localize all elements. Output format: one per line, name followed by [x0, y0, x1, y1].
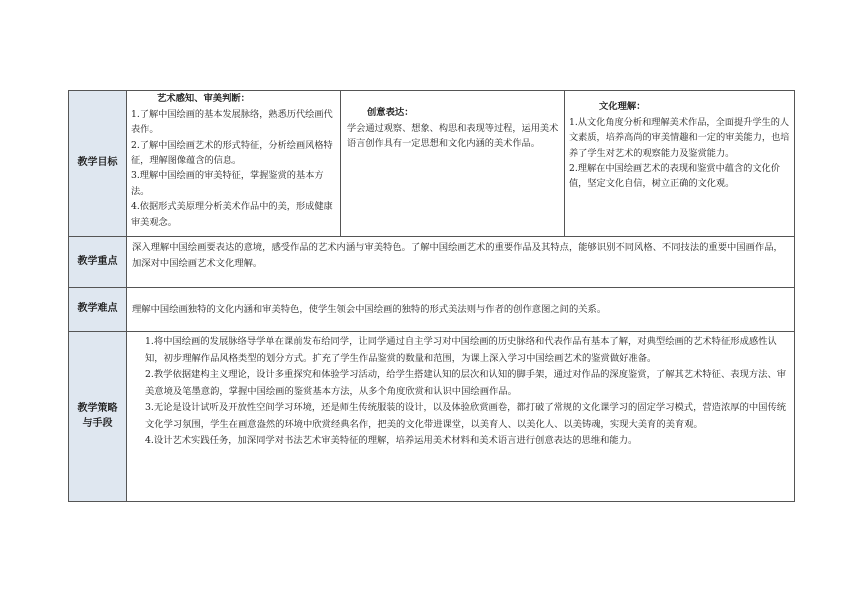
strategies-cell — [127, 332, 795, 502]
strategy-item-2: 2.教学依据建构主义理论，设计多重探究和体验学习活动，给学生搭建认知的层次和认知的脚手架，通过对作品的深度鉴赏，了解其艺术特征、表现方法、审美意境及笔墨意韵，掌握中国绘画的鉴赏基本方法，从多个角度欣赏和认识中国绘画作品。 — [145, 369, 787, 397]
strategies-label-line2: 与手段 — [82, 417, 113, 429]
key-points-text: 深入理解中国绘画要表达的意境，感受作品的艺术内涵与审美特色。了解中国绘画艺术的重要作品及其特点，能够识别不同风格、不同技法的重要中国画作品，加深对中国绘画艺术文化理解。 — [132, 242, 783, 269]
goals-col-aesthetic — [127, 91, 341, 237]
key-points-row — [69, 237, 795, 288]
strategies-row — [69, 332, 795, 502]
creative-title: 创意表达： — [367, 107, 414, 118]
aesthetic-title: 艺术感知、审美判断： — [157, 93, 250, 104]
strategies-label-line1: 教学策略 — [77, 403, 118, 414]
difficulties-row — [69, 288, 795, 332]
difficulties-label: 教学难点 — [69, 288, 127, 332]
culture-item-1: 1.从文化角度分析和理解美术作品，全面提升学生的人文素质，培养高尚的审美情趣和一定的审美能力，也培养了学生对艺术的观察能力及鉴赏能力。 — [569, 116, 790, 159]
creative-text: 学会通过观察、想象、构思和表现等过程，运用美术语言创作具有一定思想和文化内涵的美术作品。 — [347, 122, 559, 150]
strategy-item-1: 1.将中国绘画的发展脉络导学单在课前发布给同学，让同学通过自主学习对中国绘画的历史脉络和代表作品有基本了解，对典型绘画的艺术特征形成感性认知，初步理解作品风格类型的划分方式。扩充了学生作品鉴赏的数量和范围，为课上深入学习中国绘画艺术的鉴赏做好准备。 — [145, 336, 777, 364]
strategy-item-3: 3.无论是设计试听及开放性空间学习环境，还是师生传统服装的设计，以及体验欣赏画卷，都打破了常规的文化课学习的固定学习模式，营造浓厚的中国传统文化学习氛围，学生在画意盎然的环境中欣赏经典名作，把美的文化带进课堂，以美育人、以美化人、以美铸魂，实现大美育的美育观。 — [145, 402, 787, 430]
culture-title: 文化理解： — [599, 101, 646, 112]
key-points-label: 教学重点 — [69, 237, 127, 288]
strategies-label — [69, 332, 127, 502]
goals-col-culture — [565, 91, 795, 237]
goals-label: 教学目标 — [69, 91, 127, 237]
aesthetic-item-1: 1.了解中国绘画的基本发展脉络，熟悉历代绘画代表作。 — [131, 108, 333, 136]
aesthetic-item-4: 4.依据形式美原理分析美术作品中的美，形成健康审美观念。 — [131, 201, 333, 228]
key-points-cell — [127, 237, 795, 288]
goals-col-creative — [341, 91, 565, 237]
goals-row — [69, 91, 795, 237]
aesthetic-item-2: 2.了解中国绘画艺术的形式特征，分析绘画风格特征，理解图像蕴含的信息。 — [131, 139, 333, 166]
strategy-item-4: 4.设计艺术实践任务，加深同学对书法艺术审美特征的理解，培养运用美术材料和美术语言进行创意表达的思维和能力。 — [145, 435, 638, 447]
teaching-plan-table — [68, 90, 795, 502]
aesthetic-item-3: 3.理解中国绘画的审美特征，掌握鉴赏的基本方法。 — [131, 170, 324, 197]
culture-item-2: 2.理解在中国绘画艺术的表现和鉴赏中蕴含的文化价值，坚定文化自信，树立正确的文化观。 — [569, 162, 780, 190]
difficulties-text: 理解中国绘画独特的文化内涵和审美特色，使学生领会中国绘画的独特的形式美法则与作者的创作意图之间的关系。 — [132, 303, 607, 315]
difficulties-cell — [127, 288, 795, 332]
